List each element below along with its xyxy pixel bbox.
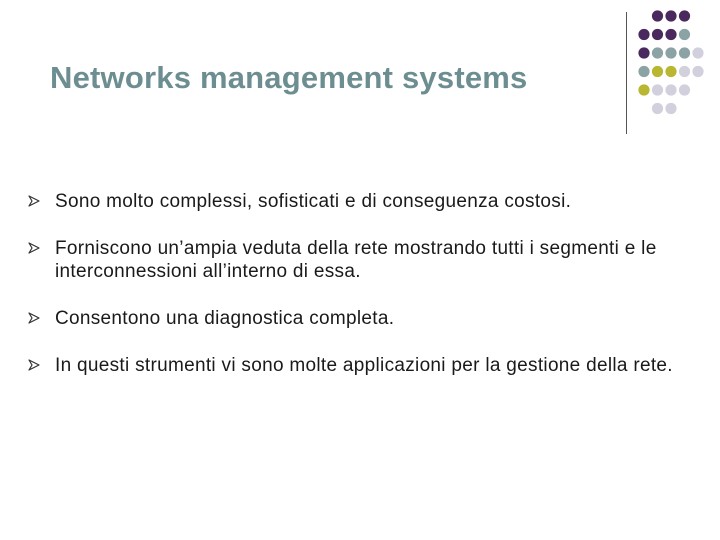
decorative-dot — [652, 103, 663, 114]
decorative-dot — [652, 66, 663, 77]
decorative-dot — [679, 10, 690, 21]
decorative-dot — [679, 47, 690, 58]
decorative-dot — [665, 103, 676, 114]
decorative-dot — [652, 84, 663, 95]
arrowhead-icon — [28, 312, 40, 324]
decorative-dot — [679, 66, 690, 77]
decorative-dot — [665, 84, 676, 95]
bullet-text: Forniscono un’ampia veduta della rete mostrando tutti i segmenti e le interconnessioni all’interno di essa. — [55, 238, 657, 282]
bullet-item — [28, 307, 698, 330]
arrowhead-icon — [28, 359, 40, 371]
decorative-dot — [692, 47, 703, 58]
decorative-dot — [665, 47, 676, 58]
bullet-item — [28, 237, 698, 283]
decorative-dot — [638, 84, 649, 95]
slide-title: Networks management systems — [50, 60, 528, 95]
decorative-dot — [638, 47, 649, 58]
decorative-dot — [665, 10, 676, 21]
bullet-text: Consentono una diagnostica completa. — [55, 308, 395, 329]
decorative-dot — [652, 10, 663, 21]
decorative-dot — [665, 66, 676, 77]
decorative-dot — [679, 29, 690, 40]
bullet-item — [28, 190, 698, 213]
decorative-dot — [652, 47, 663, 58]
arrowhead-icon — [28, 242, 40, 254]
decorative-dot — [638, 66, 649, 77]
bullet-list — [28, 190, 698, 377]
decorative-dot — [652, 29, 663, 40]
bullet-item — [28, 354, 698, 377]
arrowhead-icon — [28, 195, 40, 207]
decorative-dot — [638, 29, 649, 40]
bullet-text: In questi strumenti vi sono molte applicazioni per la gestione della rete. — [55, 355, 673, 376]
bullet-text: Sono molto complessi, sofisticati e di conseguenza costosi. — [55, 191, 572, 212]
decorative-dot — [679, 84, 690, 95]
decorative-dot — [692, 66, 703, 77]
decorative-dot — [665, 29, 676, 40]
dot-grid-icon — [638, 10, 720, 122]
title-divider — [626, 12, 627, 134]
